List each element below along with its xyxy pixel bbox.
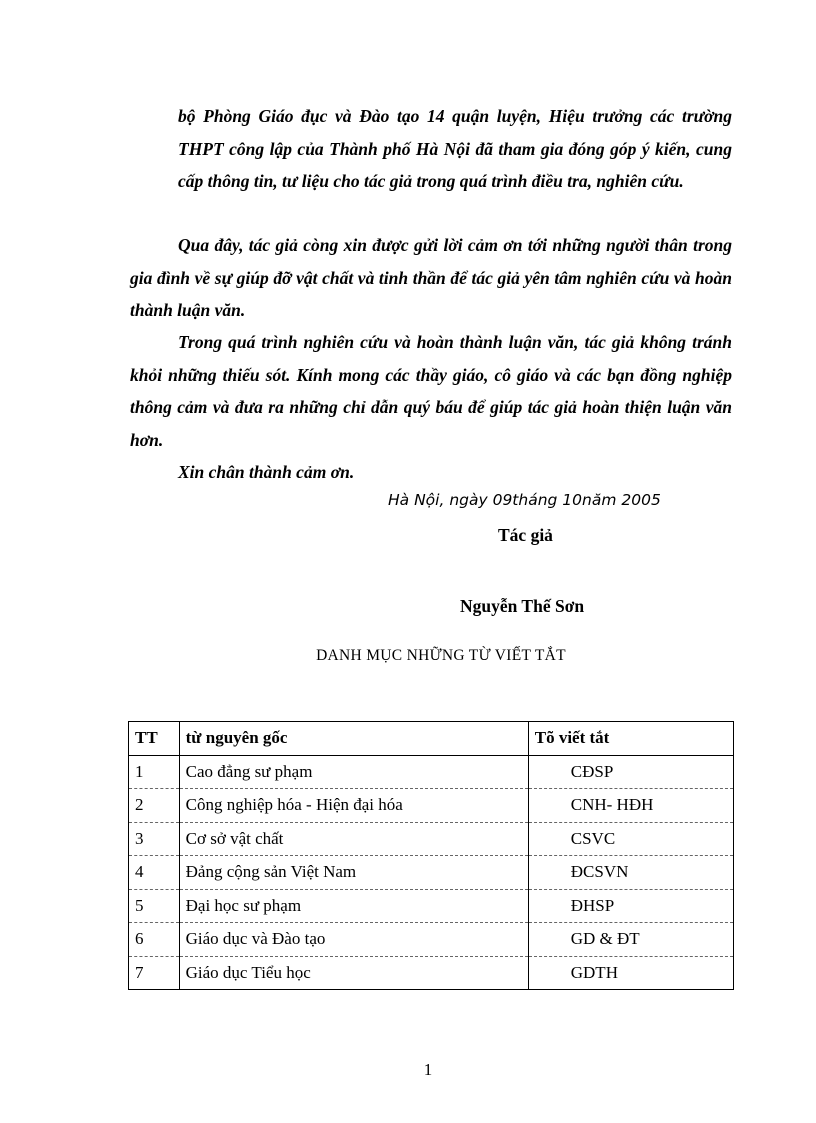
- cell-number: 7: [129, 956, 180, 990]
- cell-abbreviation: GD & ĐT: [528, 923, 733, 957]
- header-number: TT: [129, 722, 180, 756]
- cell-number: 6: [129, 923, 180, 957]
- table-row: [129, 856, 734, 890]
- paragraph-acknowledgement-2: Qua đây, tác giả còng xin được gửi lời cảm ơn tới những người thân trong gia đình về sự giúp đỡ vật chất và tinh thần để tác giả yên tâm nghiên cứu và hoàn thành luận văn.: [130, 235, 732, 320]
- header-original-term: từ nguyên gốc: [179, 722, 528, 756]
- table-header-row: [129, 722, 734, 756]
- cell-abbreviation: CNH- HĐH: [528, 789, 733, 823]
- paragraph-acknowledgement-3: Trong quá trình nghiên cứu và hoàn thành luận văn, tác giả không tránh khỏi những thiếu sót. Kính mong các thầy giáo, cô giáo và các bạn đồng nghiệp thông cảm và đưa ra những chỉ dẫn quý báu để giúp tác giả hoàn thiện luận văn hơn.: [130, 332, 732, 450]
- cell-abbreviation: ĐCSVN: [528, 856, 733, 890]
- abbreviation-table: [128, 721, 734, 990]
- header-abbreviation: Tõ viết tắt: [528, 722, 733, 756]
- signature-role: Tác giả: [498, 525, 553, 545]
- table-row: [129, 755, 734, 789]
- cell-original-term: Đảng cộng sản Việt Nam: [179, 856, 528, 890]
- cell-abbreviation: ĐHSP: [528, 889, 733, 923]
- cell-number: 1: [129, 755, 180, 789]
- page-number: 1: [423, 1060, 433, 1079]
- table-row: [129, 889, 734, 923]
- cell-abbreviation: CSVC: [528, 822, 733, 856]
- cell-original-term: Giáo dục và Đào tạo: [179, 923, 528, 957]
- cell-original-term: Công nghiệp hóa - Hiện đại hóa: [179, 789, 528, 823]
- table-row: [129, 789, 734, 823]
- cell-original-term: Cao đẳng sư phạm: [179, 755, 528, 789]
- table-row: [129, 956, 734, 990]
- signature-date: Hà Nội, ngày 09tháng 10năm 2005: [388, 491, 661, 509]
- cell-original-term: Cơ sở vật chất: [179, 822, 528, 856]
- cell-abbreviation: GDTH: [528, 956, 733, 990]
- author-name: Nguyễn Thế Sơn: [460, 596, 585, 616]
- cell-number: 5: [129, 889, 180, 923]
- table-row: [129, 923, 734, 957]
- paragraph-acknowledgement-1: bộ Phòng Giáo đục và Đào tạo 14 quận luyện, Hiệu trưởng các trường THPT công lập của Thành phố Hà Nội đã tham gia đóng góp ý kiến, cung cấp thông tin, tư liệu cho tác giả trong quá trình điều tra, nghiên cứu.: [178, 106, 732, 191]
- paragraph-thanks: Xin chân thành cảm ơn.: [178, 462, 355, 482]
- cell-number: 4: [129, 856, 180, 890]
- table-row: [129, 822, 734, 856]
- cell-original-term: Giáo dục Tiểu học: [179, 956, 528, 990]
- cell-number: 2: [129, 789, 180, 823]
- cell-original-term: Đại học sư phạm: [179, 889, 528, 923]
- cell-abbreviation: CĐSP: [528, 755, 733, 789]
- cell-number: 3: [129, 822, 180, 856]
- abbreviation-list-title: DANH MỤC NHỮNG TỪ VIẾT TẮT: [316, 647, 566, 664]
